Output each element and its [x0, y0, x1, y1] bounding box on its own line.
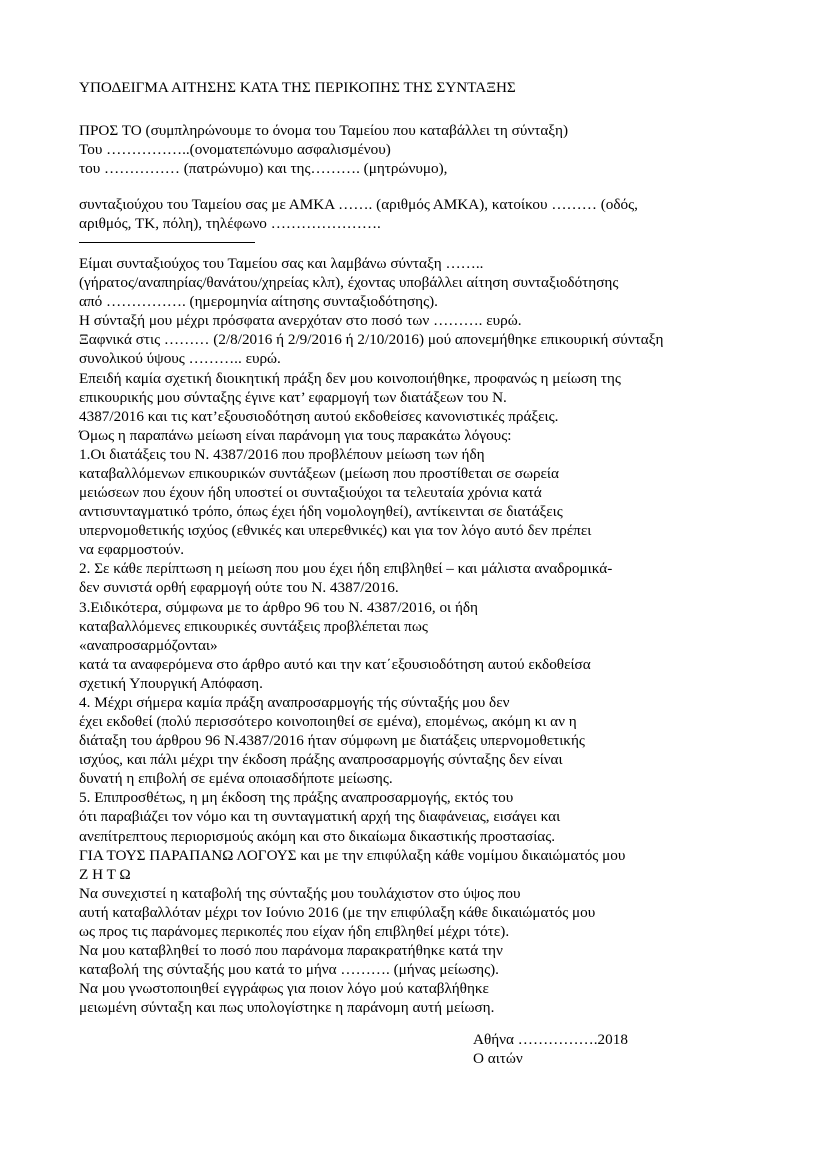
- body-line: ισχύος, και πάλι μέχρι την έκδοση πράξης αναπροσαρμογής σύνταξης δεν είναι: [79, 751, 563, 768]
- applicant-name-line: Του ……………..(ονοματεπώνυμο ασφαλισμένου): [79, 141, 391, 158]
- applicant-signature-label: Ο αιτών: [473, 1050, 523, 1067]
- parents-line: του …………… (πατρώνυμο) και της………. (μητρώνυμο),: [79, 160, 448, 177]
- body-line: μειώσεων που έχουν ήδη υποστεί οι συνταξιούχοι τα τελευταία χρόνια κατά: [79, 484, 542, 501]
- body-line: 4387/2016 και τις κατ’εξουσιοδότηση αυτού εκδοθείσες κανονιστικές πράξεις.: [79, 408, 559, 425]
- body-line: Να μου καταβληθεί το ποσό που παράνομα παρακρατήθηκε κατά την: [79, 942, 503, 959]
- amka-address-line: συνταξιούχου του Ταμείου σας με ΑΜΚΑ ……. (αριθμός ΑΜΚΑ), κατοίκου ……… (οδός,: [79, 196, 638, 213]
- address-phone-line: αριθμός, ΤΚ, πόλη), τηλέφωνο ………………….: [79, 215, 381, 232]
- demand-heading: Ζ Η Τ Ω: [79, 866, 131, 883]
- body-line: ότι παραβιάζει τον νόμο και τη συνταγματική αρχή της διαφάνειας, εισάγει και: [79, 808, 561, 825]
- body-line: ως προς τις παράνομες περικοπές που είχαν ήδη επιβληθεί μέχρι τότε).: [79, 923, 510, 940]
- body-line: να εφαρμοστούν.: [79, 541, 185, 558]
- body-line: έχει εκδοθεί (πολύ περισσότερο κοινοποιηθεί σε εμένα), επομένως, ακόμη κι αν η: [79, 713, 577, 730]
- body-line: μειωμένη σύνταξη και πως υπολογίστηκε η παράνομη αυτή μείωση.: [79, 999, 495, 1016]
- body-line: Επειδή καμία σχετική διοικητική πράξη δεν μου κοινοποιήθηκε, προφανώς η μείωση της: [79, 370, 621, 387]
- body-line: καταβαλλόμενων επικουρικών συντάξεων (μείωση που προστίθεται σε σωρεία: [79, 465, 559, 482]
- body-line: 4. Μέχρι σήμερα καμία πράξη αναπροσαρμογής τής σύνταξής μου δεν: [79, 694, 510, 711]
- body-line: Όμως η παραπάνω μείωση είναι παράνομη για τους παρακάτω λόγους:: [79, 427, 512, 444]
- body-line: διάταξη του άρθρου 96 Ν.4387/2016 ήταν σύμφωνη με διατάξεις υπερνομοθετικής: [79, 732, 585, 749]
- body-line: ΓΙΑ ΤΟΥΣ ΠΑΡΑΠΑΝΩ ΛΟΓΟΥΣ και με την επιφύλαξη κάθε νομίμου δικαιώματός μου: [79, 847, 626, 864]
- body-line: αυτή καταβαλλόταν μέχρι τον Ιούνιο 2016 (με την επιφύλαξη κάθε δικαιώματός μου: [79, 904, 596, 921]
- body-line: συνολικού ύψους ……….. ευρώ.: [79, 350, 281, 367]
- body-line: επικουρικής μου σύνταξης έγινε κατ’ εφαρμογή των διατάξεων του Ν.: [79, 389, 507, 406]
- body-line: Να συνεχιστεί η καταβολή της σύνταξής μου τουλάχιστον στο ύψος που: [79, 885, 521, 902]
- body-line: αντισυνταγματικό τρόπο, όπως έχει ήδη νομολογηθεί), αντίκεινται σε διατάξεις: [79, 503, 563, 520]
- body-line: δυνατή η επιβολή σε εμένα οποιασδήποτε μείωσης.: [79, 770, 393, 787]
- body-line: υπερνομοθετικής ισχύος (εθνικές και υπερεθνικές) και για τον λόγο αυτό δεν πρέπει: [79, 522, 592, 539]
- body-line: Να μου γνωστοποιηθεί εγγράφως για ποιον λόγο μού καταβλήθηκε: [79, 980, 489, 997]
- body-line: καταβαλλόμενες επικουρικές συντάξεις προβλέπεται πως: [79, 618, 428, 635]
- body-line: σχετική Υπουργική Απόφαση.: [79, 675, 263, 692]
- document-title: ΥΠΟΔΕΙΓΜΑ ΑΙΤΗΣΗΣ ΚΑΤΑ ΤΗΣ ΠΕΡΙΚΟΠΗΣ ΤΗΣ ΣΥΝΤΑΞΗΣ: [79, 79, 516, 96]
- body-line: «αναπροσαρμόζονται»: [79, 637, 218, 654]
- body-line: δεν συνιστά ορθή εφαρμογή ούτε του Ν. 4387/2016.: [79, 579, 399, 596]
- recipient-line: ΠΡΟΣ ΤΟ (συμπληρώνουμε το όνομα του Ταμείου που καταβάλλει τη σύνταξη): [79, 122, 569, 139]
- body-line: 2. Σε κάθε περίπτωση η μείωση που μου έχει ήδη επιβληθεί – και μάλιστα αναδρομικά-: [79, 560, 613, 577]
- body-line: Ξαφνικά στις ……… (2/8/2016 ή 2/9/2016 ή 2/10/2016) μού απονεμήθηκε επικουρική σύνταξη: [79, 331, 664, 348]
- body-line: Η σύνταξή μου μέχρι πρόσφατα ανερχόταν στο ποσό των ………. ευρώ.: [79, 312, 522, 329]
- body-line: Είμαι συνταξιούχος του Ταμείου σας και λαμβάνω σύνταξη ……..: [79, 255, 484, 272]
- separator-rule: [79, 242, 255, 243]
- body-line: καταβολή της σύνταξής μου κατά το μήνα ………. (μήνας μείωσης).: [79, 961, 499, 978]
- body-line: (γήρατος/αναπηρίας/θανάτου/χηρείας κλπ), έχοντας υποβάλλει αίτηση συνταξιοδότησης: [79, 274, 619, 291]
- body-line: από ……………. (ημερομηνία αίτησης συνταξιοδότησης).: [79, 293, 438, 310]
- body-line: 5. Επιπροσθέτως, η μη έκδοση της πράξης αναπροσαρμογής, εκτός του: [79, 789, 514, 806]
- body-line: κατά τα αναφερόμενα στο άρθρο αυτό και την κατ΄εξουσιοδότηση αυτού εκδοθείσα: [79, 656, 591, 673]
- place-date: Αθήνα …………….2018: [473, 1031, 628, 1048]
- body-line: ανεπίτρεπτους περιορισμούς ακόμη και στο δικαίωμα δικαστικής προστασίας.: [79, 828, 556, 845]
- body-line: 3.Ειδικότερα, σύμφωνα με το άρθρο 96 του Ν. 4387/2016, οι ήδη: [79, 599, 478, 616]
- body-line: 1.Οι διατάξεις του Ν. 4387/2016 που προβλέπουν μείωση των ήδη: [79, 446, 485, 463]
